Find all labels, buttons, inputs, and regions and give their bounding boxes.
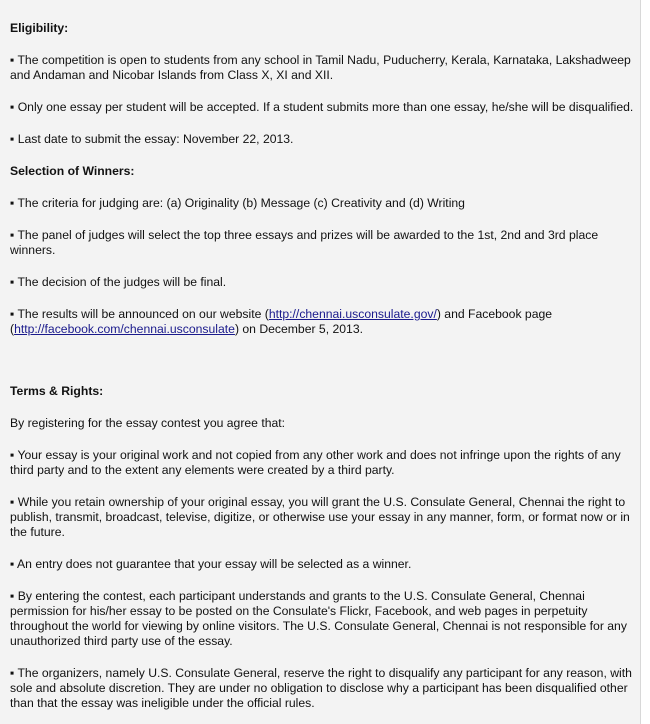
results-text-mid: ) and Facebook page ( xyxy=(10,307,553,336)
results-text-post: ) on December 5, 2013. xyxy=(234,322,363,336)
results-text-pre: ▪ The results will be announced on our website ( xyxy=(10,307,269,321)
terms-item-4: ▪ By entering the contest, each participant understands and grants to the U.S. Consulate General, Chennai permission for his/her essay to be posted on the Consulate's Flickr, Facebook, and web pages in perpetuity throughout the world for viewing by online visitors. The U.S. Consulate General, Chennai is not responsible for any unauthorized third party use of the essay. xyxy=(10,589,627,648)
selection-item-2: ▪ The panel of judges will select the top three essays and prizes will be awarded to the 1st, 2nd and 3rd place winners. xyxy=(10,228,599,257)
selection-item-3: ▪ The decision of the judges will be final. xyxy=(10,275,227,289)
terms-item-1: ▪ Your essay is your original work and not copied from any other work and does not infringe upon the rights of any third party and to the extent any elements were created by a third party. xyxy=(10,448,621,477)
eligibility-item-2: ▪ Only one essay per student will be accepted. If a student submits more than one essay, he/she will be disqualified. xyxy=(10,100,634,114)
terms-item-2: ▪ While you retain ownership of your original essay, you will grant the U.S. Consulate General, Chennai the right to publish, transmit, broadcast, televise, digitize, or otherwise use your essay in any manner, form, or format now or in the future. xyxy=(10,495,630,539)
terms-item-5: ▪ The organizers, namely U.S. Consulate General, reserve the right to disqualify any participant for any reason, with sole and absolute discretion. They are under no obligation to disclose why a participant has been disqualified other than that the essay was ineligible under the official rules. xyxy=(10,666,632,710)
terms-intro: By registering for the essay contest you agree that: xyxy=(10,416,286,430)
terms-item-3: ▪ An entry does not guarantee that your essay will be selected as a winner. xyxy=(10,557,412,571)
eligibility-item-3: ▪ Last date to submit the essay: November 22, 2013. xyxy=(10,132,294,146)
results-announcement xyxy=(10,307,638,337)
website-link[interactable]: http://chennai.usconsulate.gov/ xyxy=(268,307,437,321)
selection-item-1: ▪ The criteria for judging are: (a) Originality (b) Message (c) Creativity and (d) Writing xyxy=(10,196,465,210)
terms-heading: Terms & Rights: xyxy=(10,384,104,398)
eligibility-heading: Eligibility: xyxy=(10,21,69,35)
eligibility-item-1: ▪ The competition is open to students from any school in Tamil Nadu, Puducherry, Kerala, Karnataka, Lakshadweep and Andaman and Nicobar Islands from Class X, XI and XII. xyxy=(10,53,631,82)
facebook-link[interactable]: http://facebook.com/chennai.usconsulate xyxy=(14,322,235,336)
selection-heading: Selection of Winners: xyxy=(10,164,135,178)
